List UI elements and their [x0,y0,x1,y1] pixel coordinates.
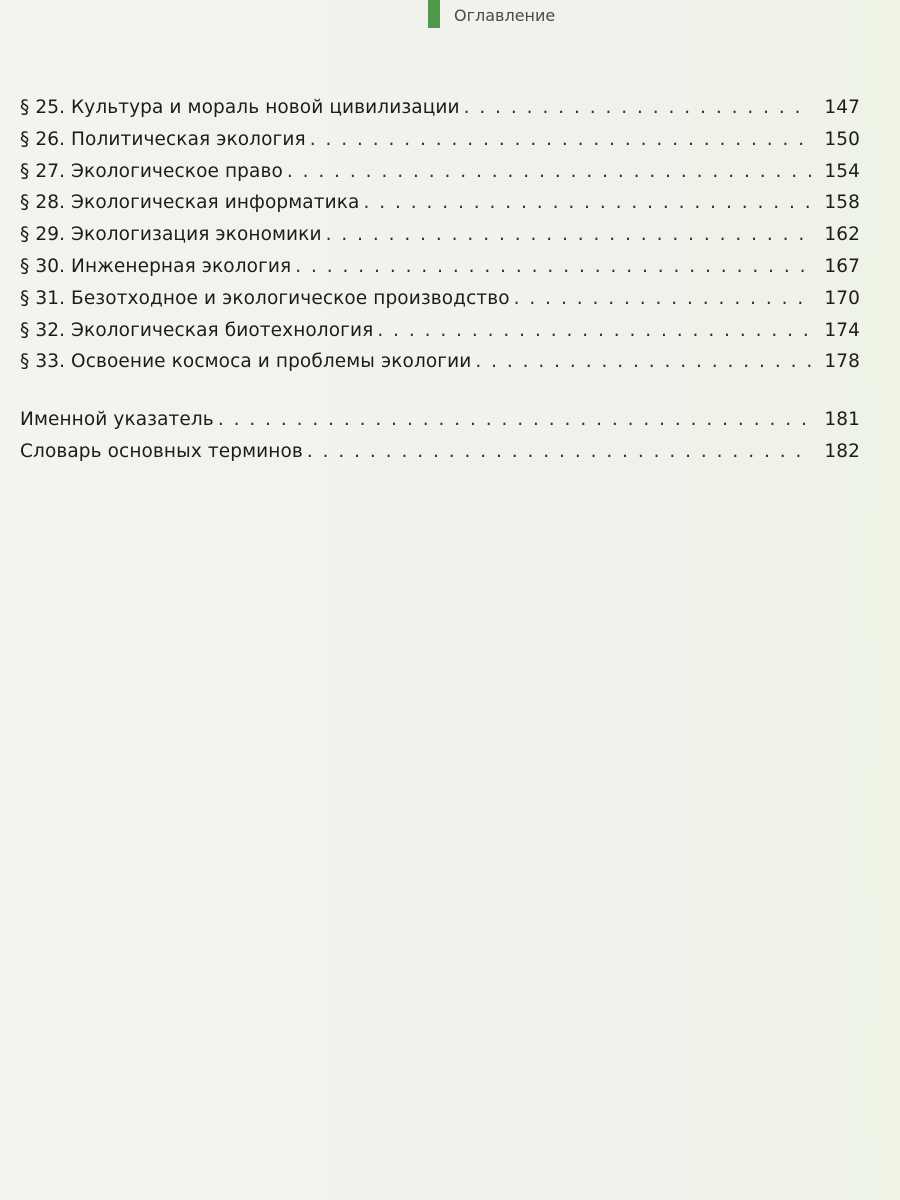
toc-page-number: 170 [824,287,860,309]
toc-section-gap [20,378,860,404]
toc-entry-label: § 29. Экологизация экономики [20,224,322,246]
toc-page-number: 178 [824,351,860,373]
toc-entry-name-index[interactable] [20,404,860,436]
toc-entry-25[interactable] [20,92,860,124]
toc-entry-31[interactable] [20,283,860,315]
toc-entry-label: § 33. Освоение космоса и проблемы экологии [20,351,472,373]
toc-leader-dots [326,219,812,251]
toc-leader-dots [363,187,812,219]
toc-leader-dots [295,251,812,283]
toc-leader-dots [310,124,812,156]
header-accent-bar [428,0,440,28]
toc-page-number: 162 [824,224,860,246]
toc-entry-label: § 32. Экологическая биотехнология [20,319,374,341]
toc-page-number: 147 [824,97,860,118]
toc-leader-dots [377,315,812,347]
toc-entry-label: § 25. Культура и мораль новой цивилизации [20,97,460,118]
toc-entry-glossary[interactable] [20,436,860,468]
toc-leader-dots [475,346,812,378]
toc-entry-33[interactable] [20,346,860,378]
toc-page-number: 158 [824,192,860,214]
toc-entry-label: § 31. Безотходное и экологическое производство [20,287,510,309]
toc-entry-28[interactable] [20,187,860,219]
toc-leader-dots [218,404,812,436]
toc-entry-29[interactable] [20,219,860,251]
toc-entry-30[interactable] [20,251,860,283]
table-of-contents [20,92,860,468]
toc-entry-32[interactable] [20,315,860,347]
toc-entry-26[interactable] [20,124,860,156]
toc-entry-label: § 26. Политическая экология [20,128,306,150]
toc-entry-label: Именной указатель [20,409,214,431]
toc-entry-label: § 28. Экологическая информатика [20,192,360,214]
toc-entry-label: § 27. Экологическое право [20,160,283,182]
toc-page-number: 181 [824,409,860,431]
toc-leader-dots [287,156,812,188]
toc-leader-dots [307,436,812,468]
page-header [428,0,555,34]
toc-page-number: 182 [824,440,860,462]
toc-page-number: 154 [824,160,860,182]
toc-entry-label: Словарь основных терминов [20,440,303,462]
toc-page-number: 150 [824,128,860,150]
toc-leader-dots [514,283,812,315]
toc-page-number: 174 [824,319,860,341]
toc-entry-27[interactable] [20,156,860,188]
page-title: Оглавление [454,5,556,25]
toc-page-number: 167 [824,255,860,277]
toc-leader-dots [464,92,812,124]
toc-entry-label: § 30. Инженерная экология [20,255,292,277]
